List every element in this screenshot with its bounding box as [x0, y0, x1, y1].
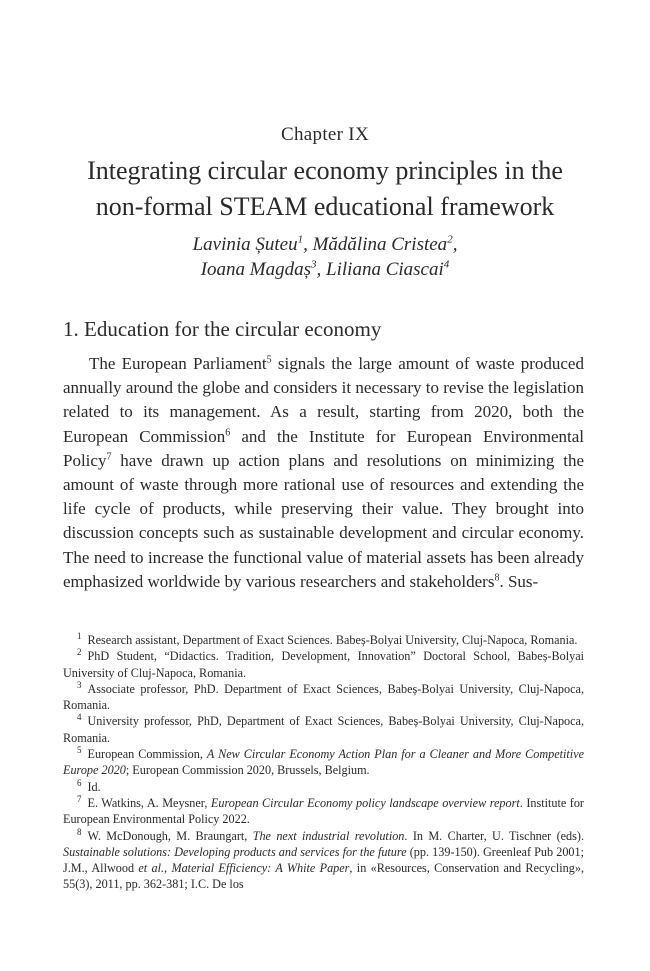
body-text: . Sus- [499, 571, 539, 591]
author-list [80, 232, 570, 282]
footnote-text: PhD Student, “Didactics. Tradition, Development, Innovation” Doctoral School, Babeș-Bolyai University of Cluj-Napoca, Romania. [63, 649, 584, 680]
author-footnote-ref: 1 [297, 233, 304, 246]
footnote-5 [63, 746, 584, 779]
body-text: signals the large amount of waste produced annually around the globe and considers it necessary to revise the legislation related to its management. As a result, starting from 2020, both the European Commission [63, 354, 584, 446]
footnote-3 [63, 681, 584, 714]
footnotes [63, 632, 584, 893]
section-heading: 1. Education for the circular economy [63, 317, 382, 341]
author-line-2: Ioana Magdaș$^3$, Liliana Ciascai$^4$ [200, 258, 450, 280]
footnote-text: Research assistant, Department of Exact Sciences. Babeș-Bolyai University, Cluj-Napoca, Romania. [87, 633, 578, 647]
author-footnote-ref: 2 [447, 233, 453, 246]
author-footnote-ref: 3 [311, 258, 317, 271]
chapter-title-line-1: Integrating circular economy principles in the [87, 156, 563, 185]
author-name: Liliana Ciascai [326, 259, 444, 280]
footnote-number: 1 [77, 630, 82, 641]
author-name: Lavinia Șuteu [192, 234, 298, 255]
footnote-text: E. Watkins, A. Meysner, [87, 795, 211, 810]
footnote-title: The next industrial revolution [252, 828, 405, 843]
footnote-6 [63, 779, 584, 795]
footnote-title: European Circular Economy policy landscape overview report [210, 795, 520, 810]
footnote-text: . In M. Charter, U. Tischner (eds). [404, 828, 584, 843]
footnote-number: 5 [77, 745, 82, 756]
author-footnote-ref: 4 [443, 258, 450, 271]
footnote-4 [63, 713, 584, 746]
footnote-title: Material Efficiency: A White Paper [171, 861, 350, 876]
footnote-text: W. McDonough, M. Braungart, [87, 828, 253, 843]
footnote-ref: 7 [106, 451, 112, 463]
body-text: have drawn up action plans and resolutions on minimizing the amount of waste through more rational use of resources and extending the life cycle of products, while preserving their value. They brought into discussion concepts such as sustainable development and circular economy. The need to increase the functional value of material assets has been already emphasized worldwide by various researchers and stakeholders [63, 450, 584, 591]
footnote-ref: 8 [494, 572, 500, 584]
footnote-number: 7 [77, 793, 82, 804]
footnote-text: University professor, PhD, Department of Exact Sciences, Babeș-Bolyai University, Cluj-Napoca, Romania. [63, 714, 584, 745]
footnote-text: (pp. 139-150). Greenleaf Pub 2001; J.M., Allwood [63, 844, 584, 876]
footnote-number: 4 [77, 712, 82, 723]
footnote-title: Sustainable solutions: Developing products and services for the future [63, 844, 407, 859]
chapter-title [40, 153, 610, 225]
footnote-2 [63, 648, 584, 681]
footnote-text: , in «Resources, Conservation and Recycling», 55(3), 2011, pp. 362-381; I.C. De los [63, 861, 584, 892]
footnote-text: Id. [87, 779, 101, 794]
author-name: Mădălina Cristea [312, 234, 448, 255]
footnote-1 [63, 632, 584, 648]
chapter-label: Chapter IX [281, 124, 369, 145]
footnote-text: ; European Commission 2020, Brussels, Belgium. [125, 763, 370, 778]
footnote-number: 2 [77, 647, 82, 658]
footnote-text: . Institute for European Environmental Policy 2022. [63, 795, 584, 827]
footnote-number: 6 [77, 777, 82, 788]
author-line-1: Lavinia Șuteu$^1$, Mădălina Cristea$^2$, [192, 233, 458, 255]
footnote-title: et al. [138, 861, 165, 876]
footnote-number: 3 [77, 679, 82, 690]
footnote-title: A New Circular Economy Action Plan for a Cleaner and More Competitive Europe 2020 [63, 747, 585, 778]
author-name: Ioana Magdaș [200, 259, 312, 280]
footnote-ref: 6 [225, 426, 231, 438]
footnote-text: , [164, 861, 172, 876]
footnote-8 [63, 828, 584, 893]
footnote-text: European Commission, [87, 747, 207, 762]
body-text: and the Institute for European Environmental Policy [63, 426, 584, 470]
footnote-7 [63, 795, 584, 828]
footnote-number: 8 [77, 826, 82, 837]
footnote-text: Associate professor, PhD. Department of Exact Sciences, Babeș-Bolyai University, Cluj-Napoca, Romania. [63, 681, 584, 713]
chapter-title-line-2: non-formal STEAM educational framework [95, 192, 555, 221]
body-text: The European Parliament [89, 354, 267, 373]
footnote-ref: 5 [266, 354, 272, 366]
body-paragraph [63, 352, 584, 594]
